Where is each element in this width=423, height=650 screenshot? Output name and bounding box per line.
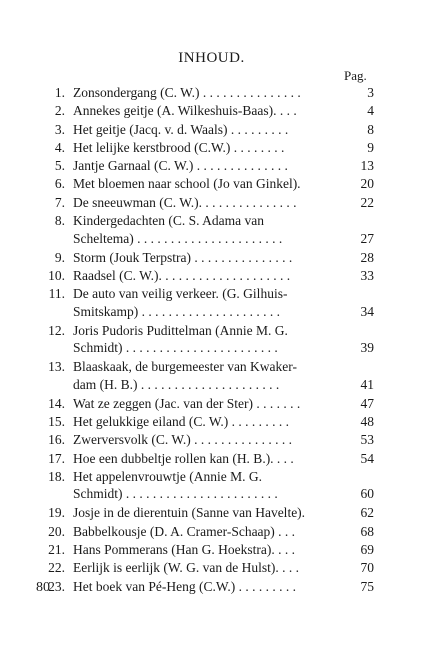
toc-entry-number: 15 . [48,413,65,431]
toc-entry-page-number: 34 [360,303,374,319]
toc-entry-title [73,431,345,449]
toc-entry [0,121,423,139]
toc-entry-title-line: Het lelijke kerstbrood (C.W.) . . . . . . . . [73,139,285,155]
toc-entry [0,523,423,541]
toc-entry-title-line: dam (H. B.) . . . . . . . . . . . . . . . . . . . . . [73,376,280,392]
toc-entry-page-number: 8 [367,121,374,137]
toc-entry-title-line: Scheltema) . . . . . . . . . . . . . . . . . . . . . . [73,230,283,246]
toc-entry [0,285,423,322]
toc-entry-number: 1 . [55,84,65,102]
toc-entry-page-number: 20 [360,176,374,192]
toc-entry-page-number: 3 [367,85,374,100]
toc-entry-page-number: 70 [360,560,374,576]
toc-entry-number: 14 . [48,395,65,413]
toc-entry-number: 12 . [48,322,65,340]
toc-entry [0,249,423,267]
toc-entry-page-number: 41 [360,376,374,392]
toc-entry-number: 7 . [55,194,65,212]
toc-entry-number: 10 . [48,267,65,285]
toc-entry-title [73,194,345,212]
toc-entry-title-line: Josje in de dierentuin (Sanne van Havelte). [73,505,306,521]
toc-entry-title-line: Eerlijk is eerlijk (W. G. van de Hulst). . . . [73,560,299,576]
toc-entry-number: 6 . [55,175,65,193]
toc-entry-title-line: Smitskamp) . . . . . . . . . . . . . . . . . . . . . [73,303,281,319]
page-column-label: Pag. [344,68,367,83]
toc-entry [0,559,423,577]
toc-entry-page-number: 22 [360,194,374,210]
toc-entry-number: 19 . [48,504,65,522]
toc-entry-title-line: Wat ze zeggen (Jac. van der Ster) . . . . . . . [73,395,301,411]
toc-entry-title [73,102,345,120]
toc-entry-number: 20 . [48,523,65,541]
toc-entry-title-line: De sneeuwman (C. W.). . . . . . . . . . . . . . . [73,194,297,210]
toc-entry-title [73,450,345,468]
toc-entry-page-number: 48 [360,413,374,429]
toc-entry [0,450,423,468]
toc-entry-title [73,395,345,413]
toc-entry-number: 9 . [55,249,65,267]
toc-entry-page-number: 13 [360,158,374,174]
toc-entry-page-number: 28 [360,249,374,265]
toc-entry-title [73,285,345,320]
toc-entry-number: 17 . [48,450,65,468]
toc-entry-page-number: 39 [360,340,374,356]
toc-entry-title-line: Het boek van Pé-Heng (C.W.) . . . . . . . . . [73,578,296,594]
toc-entry-number: 5 . [55,157,65,175]
toc-entry-title-line: Het gelukkige eiland (C. W.) . . . . . . . . . [73,413,289,429]
toc-entry [0,175,423,193]
toc-entry-title-line: Raadsel (C. W.). . . . . . . . . . . . . . . . . . . . [73,267,291,283]
toc-entry-title-line: Blaaskaak, de burgemeester van Kwaker- [73,359,298,375]
toc-entry-title [73,358,345,393]
page-folio-number: 80 [36,580,50,595]
toc-entry-title-line: Hoe een dubbeltje rollen kan (H. B.). . . . [73,450,294,466]
toc-entry [0,504,423,522]
toc-entry-title [73,212,345,247]
toc-entry-title-line: Babbelkousje (D. A. Cramer-Schaap) . . . [73,523,296,539]
toc-entry-title-line: Schmidt) . . . . . . . . . . . . . . . . . . . . . . . [73,340,278,356]
toc-entry-page-number: 27 [360,230,374,246]
toc-entry [0,541,423,559]
toc-entry-number: 16 . [48,431,65,449]
toc-entry [0,84,423,102]
toc-entry-title-line: Annekes geitje (A. Wilkeshuis-Baas). . . . [73,103,297,119]
toc-entry [0,102,423,120]
toc-entry-title-line: Joris Pudoris Pudittelman (Annie M. G. [73,322,288,338]
toc-entry [0,358,423,395]
toc-entry-title-line: Jantje Garnaal (C. W.) . . . . . . . . . . . . . . [73,158,288,174]
toc-entry-title-line: Kindergedachten (C. S. Adama van [73,213,264,229]
toc-entry-title [73,504,345,522]
toc-entry-number: 18 . [48,468,65,486]
page-title: INHOUD. [178,50,245,66]
toc-entry-page-number: 68 [360,523,374,539]
toc-entry-title [73,541,345,559]
toc-entry-page-number: 75 [360,578,374,594]
toc-entry-title-line: Het geitje (Jacq. v. d. Waals) . . . . . . . . . [73,121,289,137]
toc-entry-title-line: De auto van veilig verkeer. (G. Gilhuis- [73,286,288,302]
toc-entry-title [73,578,345,596]
toc-entry-page-number: 54 [360,450,374,466]
toc-entry [0,578,423,596]
toc-entry [0,194,423,212]
toc-entry-number: 11 . [49,285,65,303]
toc-entry-title [73,559,345,577]
toc-entry-number: 4 . [55,139,65,157]
toc-entry [0,267,423,285]
toc-entry-page-number: 4 [367,103,374,119]
toc-entry [0,468,423,505]
toc-entry-page-number: 9 [367,139,374,155]
toc-entry-page-number: 62 [360,505,374,521]
toc-entry-title [73,523,345,541]
toc-entry-title [73,121,345,139]
toc-entry-title [73,157,345,175]
toc-entry-title [73,139,345,157]
toc-entry [0,157,423,175]
toc-entry-title [73,249,345,267]
toc-entry-number: 13 . [48,358,65,376]
toc-entry-title-line: Het appelenvrouwtje (Annie M. G. [73,468,262,484]
toc-entry-title-line: Met bloemen naar school (Jo van Ginkel). [73,176,301,192]
toc-entry [0,413,423,431]
toc-entry [0,395,423,413]
toc-entry-title-line: Zonsondergang (C. W.) . . . . . . . . . . . . . . . [73,85,301,100]
toc-entry-number: 2 . [55,102,65,120]
toc-entry-page-number: 60 [360,486,374,502]
toc-entry-number: 8 . [55,212,65,230]
toc-entry [0,139,423,157]
toc-entry-title [73,267,345,285]
toc-entry-page-number: 33 [360,267,374,283]
toc-entry-title-line: Schmidt) . . . . . . . . . . . . . . . . . . . . . . . [73,486,278,502]
toc-entry-page-number: 53 [360,432,374,448]
toc-entry-page-number: 69 [360,541,374,557]
toc-entry-title-line: Storm (Jouk Terpstra) . . . . . . . . . . . . . . . [73,249,293,265]
toc-entry-number: 21 . [48,541,65,559]
toc-entry-title-line: Zwerversvolk (C. W.) . . . . . . . . . . . . . . . [73,432,292,448]
toc-entry-number: 3 . [55,121,65,139]
toc-entry-page-number: 47 [360,395,374,411]
toc-entry [0,431,423,449]
toc-entry-title [73,322,345,357]
toc-entry-number: 23 . [48,578,65,596]
toc-entry-title-line: Hans Pommerans (Han G. Hoekstra). . . . [73,541,295,557]
toc-entry [0,212,423,249]
toc-entry [0,322,423,359]
toc-entry-title [73,175,345,193]
toc-entry-title [73,84,345,102]
toc-entry-title [73,413,345,431]
toc-entry-number: 22 . [48,559,65,577]
toc-entry-title [73,468,345,503]
table-of-contents [0,84,423,596]
